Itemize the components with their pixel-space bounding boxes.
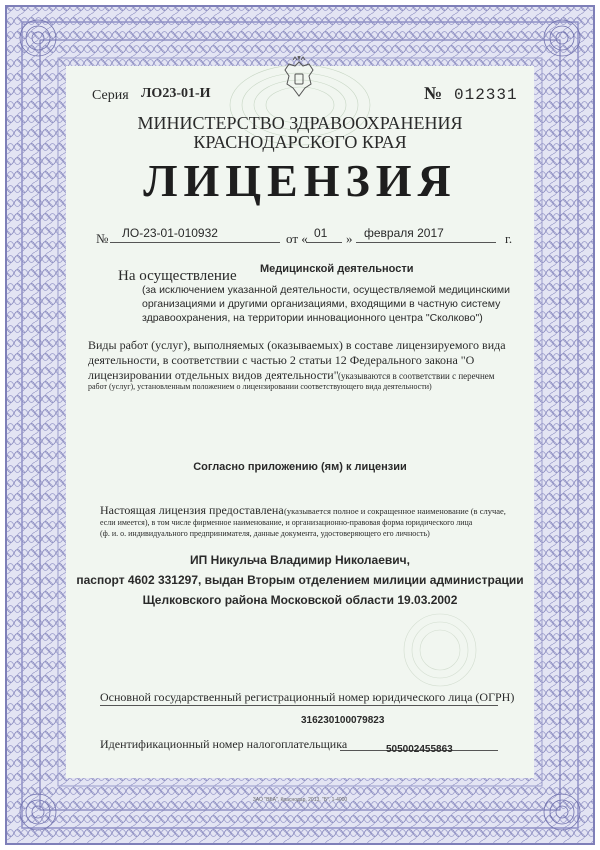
holder-line1: ИП Никульча Владимир Николаевич,: [190, 553, 410, 567]
ministry-line1: МИНИСТЕРСТВО ЗДРАВООХРАНЕНИЯ: [137, 113, 463, 133]
works-line3: лицензировании отдельных видов деятельности": [88, 368, 339, 382]
blank-number: 012331: [454, 86, 518, 104]
date-suffix: г.: [505, 231, 513, 246]
inn-value: 505002455863: [386, 744, 453, 755]
date-month-year: февраля 2017: [364, 226, 444, 240]
activity-note-line2: организациями и другими организациями, входящими в частную систему: [142, 298, 501, 310]
date-close: »: [346, 231, 353, 246]
granted-label: Настоящая лицензия предоставлена: [100, 503, 284, 517]
holder-line2: паспорт 4602 331297, выдан Вторым отделением милиции администрации: [76, 573, 524, 587]
granted-note-line2: если имеется), в том числе фирменное наименование, и организационно-правовая форма юридического лица: [100, 518, 473, 527]
number-label: №: [424, 83, 443, 103]
license-number-label: №: [96, 231, 109, 246]
series-value: ЛО23-01-И: [141, 86, 211, 101]
holder-line3: Щелковского района Московской области 19.03.2002: [142, 593, 458, 607]
works-line2: деятельности, в соответствии с частью 2 статьи 12 Федерального закона "О: [88, 353, 475, 367]
ministry-line2: КРАСНОДАРСКОГО КРАЯ: [193, 132, 407, 152]
activity-value: Медицинской деятельности: [260, 263, 414, 275]
date-from-label: от «: [286, 231, 308, 246]
ogrn-value: 316230100079823: [301, 715, 385, 726]
granted-note-line3: (ф. и. о. индивидуального предпринимателя, данные документа, удостоверяющего его личность): [100, 529, 430, 538]
license-number: ЛО-23-01-010932: [122, 226, 218, 240]
appendix-text: Согласно приложению (ям) к лицензии: [193, 461, 407, 473]
activity-note-line3: здравоохранения, на территории инновационного центра "Сколково"): [142, 312, 483, 324]
page-title: ЛИЦЕНЗИЯ: [143, 155, 457, 206]
granted-note-line1: (указывается полное и сокращенное наименование (в случае,: [284, 506, 506, 516]
printer-footer: ЗАО "ВБА", Краснодар, 2013, "Б", 1-4000: [252, 797, 348, 803]
activity-label: На осуществление: [118, 268, 237, 284]
inn-label: Идентификационный номер налогоплательщика: [100, 737, 348, 751]
works-note-line2: работ (услуг), установленным положением о лицензировании соответствующего вида деятельности): [88, 382, 432, 391]
watermark-rosette-lower: [400, 610, 480, 690]
ogrn-label: Основной государственный регистрационный номер юридического лица (ОГРН): [100, 690, 515, 704]
works-note-line1: (указываются в соответствии с перечнем: [338, 371, 495, 381]
date-day: 01: [314, 226, 328, 240]
activity-note-line1: (за исключением указанной деятельности, осуществляемой медицинскими: [142, 284, 510, 296]
russian-coat-of-arms-icon: [281, 56, 317, 100]
works-line1: Виды работ (услуг), выполняемых (оказываемых) в составе лицензируемого вида: [88, 338, 506, 352]
series-label: Серия: [92, 88, 129, 103]
